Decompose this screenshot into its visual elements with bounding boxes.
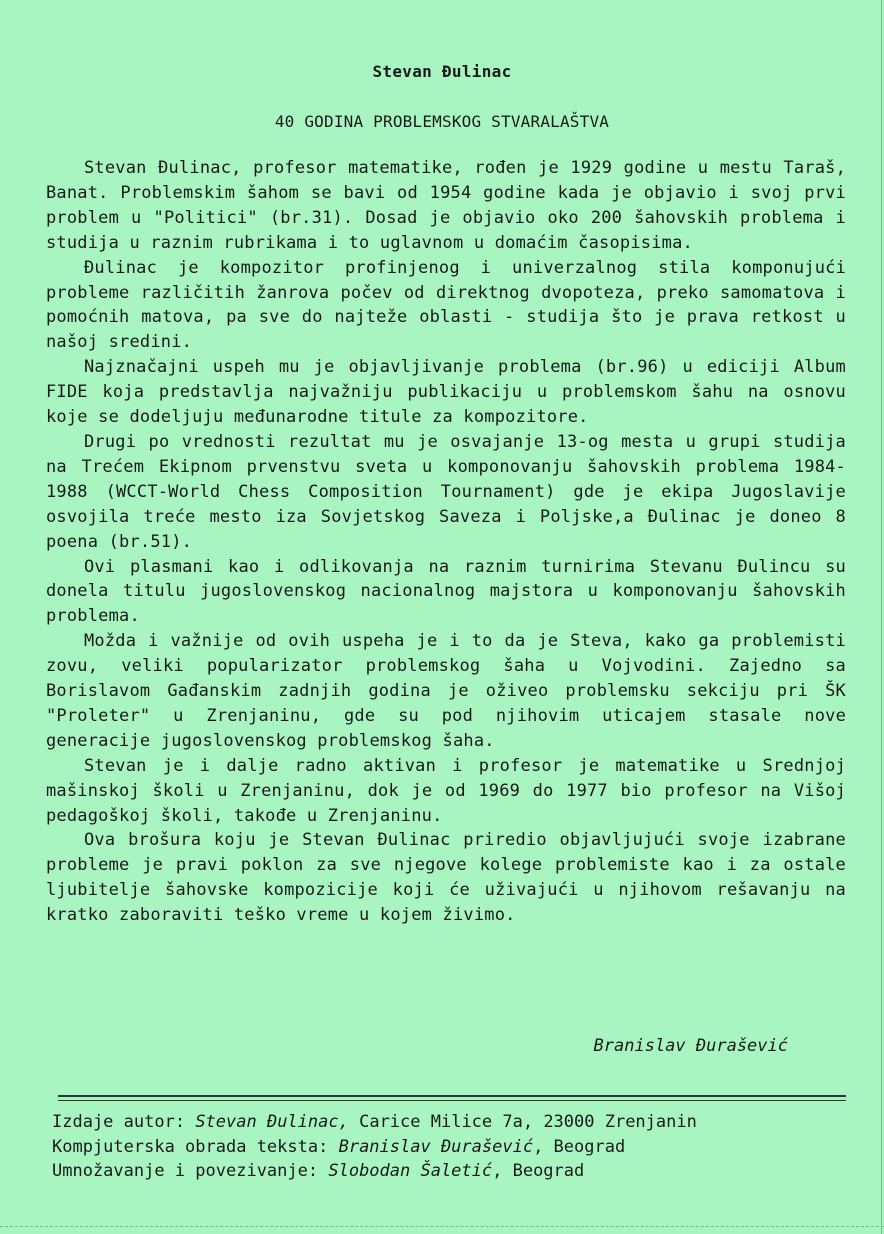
paragraph-4: Drugi po vrednosti rezultat mu je osvajanje 13-og mesta u grupi studija na Trećem Ekipnom prvenstvu sveta u komponovanju šahovskih problema 1984-1988 (WCCT-World Chess Composition Tournament) gde je ekipa Jugoslavije osvojila treće mesto iza Sovjetskog Saveza i Poljske,a Đulinac je doneo 8 poena (br.51).: [46, 431, 846, 552]
paragraph-7: Stevan je i dalje radno aktivan i profesor je matematike u Srednjoj mašinskoj školi u Zrenjaninu, dok je od 1969 do 1977 bio profesor na Višoj pedagoškoj školi, takođe u Zrenjaninu.: [46, 755, 846, 826]
paragraph-3: Najznačajni uspeh mu je objavljivanje problema (br.96) u ediciji Album FIDE koja predstavlja najvažniju publikaciju u problemskom šahu na osnovu koje se dodeljuju međunarodne titule za kompozitore.: [46, 357, 846, 428]
footer-rule-thin: [58, 1100, 846, 1101]
printing-name: Slobodan Šaletić: [328, 1161, 493, 1181]
typesetting-name: Branislav Đurašević: [338, 1136, 534, 1157]
document-title: 40 GODINA PROBLEMSKOG STVARALAŠTVA: [274, 112, 610, 131]
author-heading: Stevan Đulinac: [372, 62, 512, 81]
page-edge-right: [881, 0, 882, 1234]
footer-rule-thick: [58, 1095, 846, 1097]
paragraph-6: Možda i važnije od ovih uspeha je i to da je Steva, kako ga problemisti zovu, veliki popularizator problemskog šaha u Vojvodini. Zajedno sa Borislavom Gađanskim zadnjih godina je oživeo problemsku sekciju pri ŠK "Proleter" u Zrenjaninu, gde su pod njihovim uticajem stasale nove generacije jugoslovenskog problemskog šaha.: [46, 631, 846, 751]
publisher-address: Carice Milice 7a, 23000 Zrenjanin: [359, 1112, 697, 1132]
paragraph-8: Ova brošura koju je Stevan Đulinac priredio objavljujući svoje izabrane probleme je pravi poklon za sve njegove kolege problemiste kao i za ostale ljubitelje šahovske kompozicije koji će uživajući u njihovom rešavanju na kratko zaboraviti teško vreme u kojem živimo.: [46, 830, 846, 926]
printing-label: Umnožavanje i povezivanje:: [52, 1161, 319, 1181]
colophon-printing: [52, 1159, 862, 1184]
typesetting-city: , Beograd: [533, 1136, 626, 1157]
colophon: [52, 1110, 862, 1184]
signature: Branislav Đurašević: [593, 1036, 788, 1056]
paragraph-2: Đulinac je kompozitor profinjenog i univerzalnog stila komponujući probleme različitih žanrova počev od direktnog dvopoteza, preko samomatova i pomoćnih matova, pa sve do najteže oblasti - studija što je prava retkost u našoj sredini.: [46, 257, 846, 353]
publisher-label: Izdaje autor:: [52, 1112, 186, 1132]
publisher-name: Stevan Đulinac,: [195, 1112, 349, 1132]
typesetting-label: Kompjuterska obrada teksta:: [52, 1136, 329, 1157]
colophon-publisher: [52, 1110, 862, 1135]
paragraph-1: Stevan Đulinac, profesor matematike, rođen je 1929 godine u mestu Taraš, Banat. Problemskim šahom se bavi od 1954 godine kada je objavio i svoj prvi problem u "Politici" (br.31). Dosad je objavio oko 200 šahovskih problema i studija u raznim rubrikama i to uglavnom u domaćim časopisima.: [46, 158, 846, 253]
body-text: [46, 156, 846, 928]
colophon-typesetting: [52, 1135, 862, 1160]
paragraph-5: Ovi plasmani kao i odlikovanja na raznim turnirima Stevanu Đulincu su donela titulu jugoslovenskog nacionalnog majstora u komponovanju šahovskih problema.: [46, 556, 846, 627]
page-edge-bottom: [0, 1226, 884, 1228]
printing-city: , Beograd: [492, 1161, 585, 1181]
